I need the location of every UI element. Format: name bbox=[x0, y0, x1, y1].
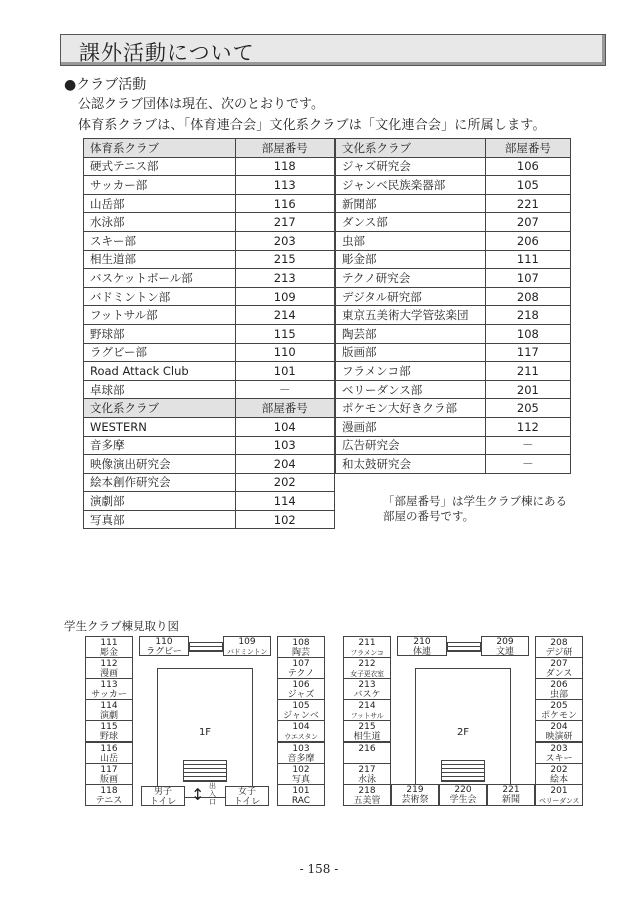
room-number: 216 bbox=[358, 743, 376, 754]
table-row bbox=[336, 306, 571, 325]
room-number: 110 bbox=[235, 343, 334, 362]
room bbox=[535, 678, 583, 700]
room-number: 102 bbox=[235, 510, 334, 529]
club-name: 音多摩 bbox=[84, 436, 236, 455]
room bbox=[343, 763, 391, 785]
club-name: スキー部 bbox=[84, 231, 236, 250]
table-row bbox=[84, 510, 335, 529]
room bbox=[85, 657, 133, 679]
room-number: 213 bbox=[235, 269, 334, 288]
room bbox=[343, 657, 391, 679]
table-row bbox=[336, 269, 571, 288]
room-number: 101 bbox=[235, 362, 334, 381]
sports-club-table bbox=[83, 138, 335, 529]
column-header-club: 文化系クラブ bbox=[84, 399, 236, 418]
room-number: 203 bbox=[235, 231, 334, 250]
room-number: 202 bbox=[235, 473, 334, 492]
table-row bbox=[336, 176, 571, 195]
column-header-club: 文化系クラブ bbox=[336, 139, 486, 158]
room-number: 206 bbox=[485, 231, 570, 250]
room-number: 112 bbox=[485, 417, 570, 436]
page-title: 課外活動について bbox=[79, 41, 255, 65]
stairs bbox=[441, 760, 485, 782]
room-number: 113 bbox=[100, 680, 118, 691]
room-label: 女子 bbox=[237, 786, 256, 797]
room-number: 219 bbox=[406, 784, 424, 795]
room-label: ベリーダンス bbox=[538, 796, 580, 805]
room-label: サッカー bbox=[91, 690, 127, 701]
club-name: 野球部 bbox=[84, 324, 236, 343]
room-number: － bbox=[235, 380, 334, 399]
room-label: 相生道 bbox=[353, 732, 381, 743]
room-number: 104 bbox=[235, 417, 334, 436]
culture-club-table bbox=[335, 138, 571, 474]
room-number: 115 bbox=[100, 722, 118, 733]
club-name: 相生道部 bbox=[84, 250, 236, 269]
room bbox=[481, 636, 529, 656]
room-label: デジ研 bbox=[545, 648, 573, 658]
table-row bbox=[84, 380, 335, 399]
room bbox=[277, 699, 325, 721]
room-number: 105 bbox=[485, 176, 570, 195]
room-label: バスケ bbox=[353, 690, 381, 701]
table-row bbox=[336, 287, 571, 306]
table-row bbox=[84, 473, 335, 492]
room bbox=[391, 784, 439, 806]
room-number: 108 bbox=[485, 324, 570, 343]
room-label: 音多摩 bbox=[287, 753, 315, 764]
room-number: 113 bbox=[235, 176, 334, 195]
room bbox=[85, 720, 133, 742]
room bbox=[85, 763, 133, 785]
room-label: 新聞 bbox=[501, 794, 520, 805]
table-row bbox=[84, 306, 335, 325]
table-header-row bbox=[336, 139, 571, 158]
club-name: Road Attack Club bbox=[84, 362, 236, 381]
table-row bbox=[84, 269, 335, 288]
column-header-room: 部屋番号 bbox=[485, 139, 570, 158]
room-label: 彫金 bbox=[99, 648, 118, 658]
room bbox=[85, 784, 133, 806]
table-row bbox=[84, 492, 335, 511]
room bbox=[225, 786, 269, 806]
room-number: 108 bbox=[292, 638, 310, 648]
room-label: RAC bbox=[291, 795, 311, 806]
room bbox=[277, 720, 325, 742]
room-label: テクノ bbox=[287, 669, 315, 680]
room-number: 207 bbox=[485, 213, 570, 232]
room-label: ジャンベ bbox=[283, 711, 319, 722]
room bbox=[397, 636, 447, 656]
club-name: ダンス部 bbox=[336, 213, 486, 232]
club-name: ジャンベ民族楽器部 bbox=[336, 176, 486, 195]
room-number: 102 bbox=[292, 764, 310, 775]
club-name: 東京五美術大学管弦楽団 bbox=[336, 306, 486, 325]
room-number: 106 bbox=[485, 157, 570, 176]
room-number: 221 bbox=[485, 194, 570, 213]
room-number: 215 bbox=[235, 250, 334, 269]
room-label: テニス bbox=[95, 795, 123, 806]
table-header-row bbox=[84, 139, 335, 158]
room-number: 211 bbox=[358, 638, 376, 648]
room-number: 118 bbox=[100, 785, 118, 796]
club-name: 水泳部 bbox=[84, 213, 236, 232]
room-number: 205 bbox=[550, 701, 568, 712]
table-row bbox=[336, 380, 571, 399]
room-label: 男子 bbox=[153, 786, 172, 797]
room-label: バドミントン bbox=[226, 648, 268, 656]
room-number: 220 bbox=[454, 784, 472, 795]
room-number: 218 bbox=[358, 785, 376, 796]
room-number: 210 bbox=[413, 637, 431, 647]
room-label: 体連 bbox=[412, 647, 431, 656]
club-name: ラグビー部 bbox=[84, 343, 236, 362]
table-row bbox=[336, 455, 571, 474]
table-row bbox=[84, 324, 335, 343]
room bbox=[85, 678, 133, 700]
club-name: デジタル研究部 bbox=[336, 287, 486, 306]
room-label: フットサル bbox=[350, 712, 384, 721]
room-label: 文連 bbox=[495, 647, 514, 656]
club-name: フットサル部 bbox=[84, 306, 236, 325]
room-number: 117 bbox=[485, 343, 570, 362]
room bbox=[535, 784, 583, 806]
top-corridor-stairs bbox=[447, 642, 481, 652]
map-title: 学生クラブ棟見取り図 bbox=[64, 619, 179, 633]
table-row bbox=[84, 213, 335, 232]
room-label: 女子更衣室 bbox=[350, 670, 384, 679]
room bbox=[439, 784, 487, 806]
room bbox=[277, 636, 325, 658]
room-number: 107 bbox=[292, 659, 310, 670]
club-name: 広告研究会 bbox=[336, 436, 486, 455]
room-number: 105 bbox=[292, 701, 310, 712]
room bbox=[277, 784, 325, 806]
room-number: 218 bbox=[485, 306, 570, 325]
room-label: 絵本 bbox=[549, 774, 568, 785]
room bbox=[487, 784, 535, 806]
club-name: 卓球部 bbox=[84, 380, 236, 399]
table-row bbox=[336, 213, 571, 232]
room-number: 203 bbox=[550, 743, 568, 754]
room-label: 漫画 bbox=[99, 669, 118, 680]
room-number: 117 bbox=[100, 764, 118, 775]
room-label: ポケモン bbox=[540, 711, 577, 722]
column-header-room: 部屋番号 bbox=[235, 399, 334, 418]
room bbox=[535, 763, 583, 785]
room-number: 106 bbox=[292, 680, 310, 691]
table-row bbox=[336, 231, 571, 250]
table-row bbox=[336, 399, 571, 418]
room bbox=[223, 636, 271, 656]
club-name: 演劇部 bbox=[84, 492, 236, 511]
table-row bbox=[84, 362, 335, 381]
room-number: 109 bbox=[238, 637, 256, 647]
club-name: 虫部 bbox=[336, 231, 486, 250]
note-line-2: 部屋の番号です。 bbox=[383, 509, 475, 523]
table-row bbox=[84, 157, 335, 176]
room bbox=[343, 678, 391, 700]
room-number: 116 bbox=[235, 194, 334, 213]
entrance-label: 出入口 bbox=[209, 781, 216, 806]
club-name: 絵本創作研究会 bbox=[84, 473, 236, 492]
room bbox=[343, 699, 391, 721]
room-number: 103 bbox=[292, 743, 310, 754]
room-number: 206 bbox=[550, 680, 568, 691]
room-number: 217 bbox=[358, 764, 376, 775]
table-row bbox=[336, 417, 571, 436]
room-label: 虫部 bbox=[549, 690, 568, 701]
room-number: 202 bbox=[550, 764, 568, 775]
table-row bbox=[336, 157, 571, 176]
room-number: 111 bbox=[100, 638, 118, 648]
room-label: トイレ bbox=[233, 796, 261, 806]
room bbox=[85, 636, 133, 658]
club-name: ベリーダンス部 bbox=[336, 380, 486, 399]
club-name: バスケットボール部 bbox=[84, 269, 236, 288]
room-number: 205 bbox=[485, 399, 570, 418]
club-name: フラメンコ部 bbox=[336, 362, 486, 381]
room-number: 214 bbox=[235, 306, 334, 325]
room-label: トイレ bbox=[149, 796, 177, 806]
note-line-1: 「部屋番号」は学生クラブ棟にある bbox=[383, 494, 567, 508]
room-label: ラグビー bbox=[146, 647, 182, 656]
room-number: 201 bbox=[550, 785, 568, 796]
club-name: 映像演出研究会 bbox=[84, 455, 236, 474]
entrance-arrow-icon: ↕ bbox=[191, 784, 205, 804]
table-row bbox=[336, 250, 571, 269]
room bbox=[535, 657, 583, 679]
table-row bbox=[84, 417, 335, 436]
room-label: 陶芸 bbox=[291, 648, 310, 658]
room bbox=[277, 678, 325, 700]
room-label: 山岳 bbox=[99, 753, 118, 764]
room bbox=[85, 699, 133, 721]
title-box bbox=[60, 34, 606, 66]
floor-label: 1F bbox=[198, 727, 212, 738]
club-name: 彫金部 bbox=[336, 250, 486, 269]
room-number: － bbox=[485, 455, 570, 474]
room bbox=[343, 636, 391, 658]
room-number: 204 bbox=[235, 455, 334, 474]
club-name: WESTERN bbox=[84, 417, 236, 436]
room-number: 209 bbox=[496, 637, 514, 647]
club-name: バドミントン部 bbox=[84, 287, 236, 306]
room-number: 103 bbox=[235, 436, 334, 455]
room bbox=[277, 657, 325, 679]
room-number: 118 bbox=[235, 157, 334, 176]
room-number: 116 bbox=[100, 743, 118, 754]
table-row bbox=[84, 194, 335, 213]
room-label: 水泳 bbox=[357, 774, 376, 785]
room-number: － bbox=[485, 436, 570, 455]
room-label: 映演研 bbox=[545, 732, 573, 743]
top-corridor-stairs bbox=[189, 642, 223, 652]
table-row bbox=[336, 343, 571, 362]
room-number: 204 bbox=[550, 722, 568, 733]
table-row bbox=[84, 176, 335, 195]
room-number: 212 bbox=[358, 659, 376, 670]
table-row bbox=[336, 436, 571, 455]
room-number: 201 bbox=[485, 380, 570, 399]
room-label: フラメンコ bbox=[350, 649, 384, 657]
room bbox=[141, 786, 185, 806]
table-row bbox=[336, 324, 571, 343]
column-header-room: 部屋番号 bbox=[235, 139, 334, 158]
room bbox=[535, 742, 583, 764]
room-number: 213 bbox=[358, 680, 376, 691]
room-label: ジャズ bbox=[287, 690, 315, 701]
club-name: 新聞部 bbox=[336, 194, 486, 213]
column-header-club: 体育系クラブ bbox=[84, 139, 236, 158]
room bbox=[343, 720, 391, 742]
table-row bbox=[84, 455, 335, 474]
club-name: 硬式テニス部 bbox=[84, 157, 236, 176]
page-number: - 158 - bbox=[299, 862, 339, 876]
club-name: 版画部 bbox=[336, 343, 486, 362]
club-name: 陶芸部 bbox=[336, 324, 486, 343]
room-number: 114 bbox=[235, 492, 334, 511]
room-number-note bbox=[383, 494, 567, 524]
table-row bbox=[84, 250, 335, 269]
room-number: 104 bbox=[292, 722, 310, 733]
room bbox=[535, 636, 583, 658]
table-row bbox=[84, 231, 335, 250]
club-name: ポケモン大好きクラ部 bbox=[336, 399, 486, 418]
club-name: テクノ研究会 bbox=[336, 269, 486, 288]
room-label: 演劇 bbox=[99, 711, 118, 722]
stairs bbox=[183, 760, 227, 782]
table-row bbox=[84, 287, 335, 306]
club-name: 漫画部 bbox=[336, 417, 486, 436]
room bbox=[139, 636, 189, 656]
room-number: 107 bbox=[485, 269, 570, 288]
room-label: 野球 bbox=[99, 732, 118, 743]
club-name: 和太鼓研究会 bbox=[336, 455, 486, 474]
intro-line-2: 体育系クラブは、「体育連合会」文化系クラブは「文化連合会」に所属します。 bbox=[78, 118, 546, 133]
intro-line-1: 公認クラブ団体は現在、次のとおりです。 bbox=[78, 97, 324, 112]
section-heading: ●クラブ活動 bbox=[64, 77, 147, 93]
room bbox=[343, 784, 391, 806]
room-number: 207 bbox=[550, 659, 568, 670]
club-name: 山岳部 bbox=[84, 194, 236, 213]
table-row bbox=[336, 194, 571, 213]
table-header-row bbox=[84, 399, 335, 418]
table-row bbox=[84, 436, 335, 455]
room-number: 217 bbox=[235, 213, 334, 232]
table-row bbox=[84, 343, 335, 362]
room-number: 114 bbox=[100, 701, 118, 712]
room-label: 写真 bbox=[291, 774, 310, 785]
room bbox=[277, 763, 325, 785]
room-number: 115 bbox=[235, 324, 334, 343]
club-name: ジャズ研究会 bbox=[336, 157, 486, 176]
room-label: ダンス bbox=[545, 669, 573, 680]
room-number: 208 bbox=[550, 638, 568, 648]
room-label: ウエスタン bbox=[284, 733, 318, 742]
room-number: 214 bbox=[358, 701, 376, 712]
room-label: 学生会 bbox=[449, 794, 477, 805]
room-number: 211 bbox=[485, 362, 570, 381]
table-row bbox=[336, 362, 571, 381]
room bbox=[535, 720, 583, 742]
room-number: 221 bbox=[502, 784, 520, 795]
room-label: 五美管 bbox=[353, 795, 381, 806]
room bbox=[535, 699, 583, 721]
room-label: 芸術祭 bbox=[401, 794, 429, 805]
room bbox=[277, 742, 325, 764]
room bbox=[85, 742, 133, 764]
room-label: スキー bbox=[545, 753, 573, 764]
room-number: 101 bbox=[292, 785, 310, 796]
club-name: 写真部 bbox=[84, 510, 236, 529]
floor-label: 2F bbox=[456, 727, 470, 738]
room-label: 版画 bbox=[99, 774, 118, 785]
room-number: 109 bbox=[235, 287, 334, 306]
room-number: 112 bbox=[100, 659, 118, 670]
room-number: 110 bbox=[155, 637, 173, 647]
club-name: サッカー部 bbox=[84, 176, 236, 195]
room-number: 215 bbox=[358, 722, 376, 733]
room-number: 208 bbox=[485, 287, 570, 306]
room-number: 111 bbox=[485, 250, 570, 269]
room bbox=[343, 742, 391, 764]
